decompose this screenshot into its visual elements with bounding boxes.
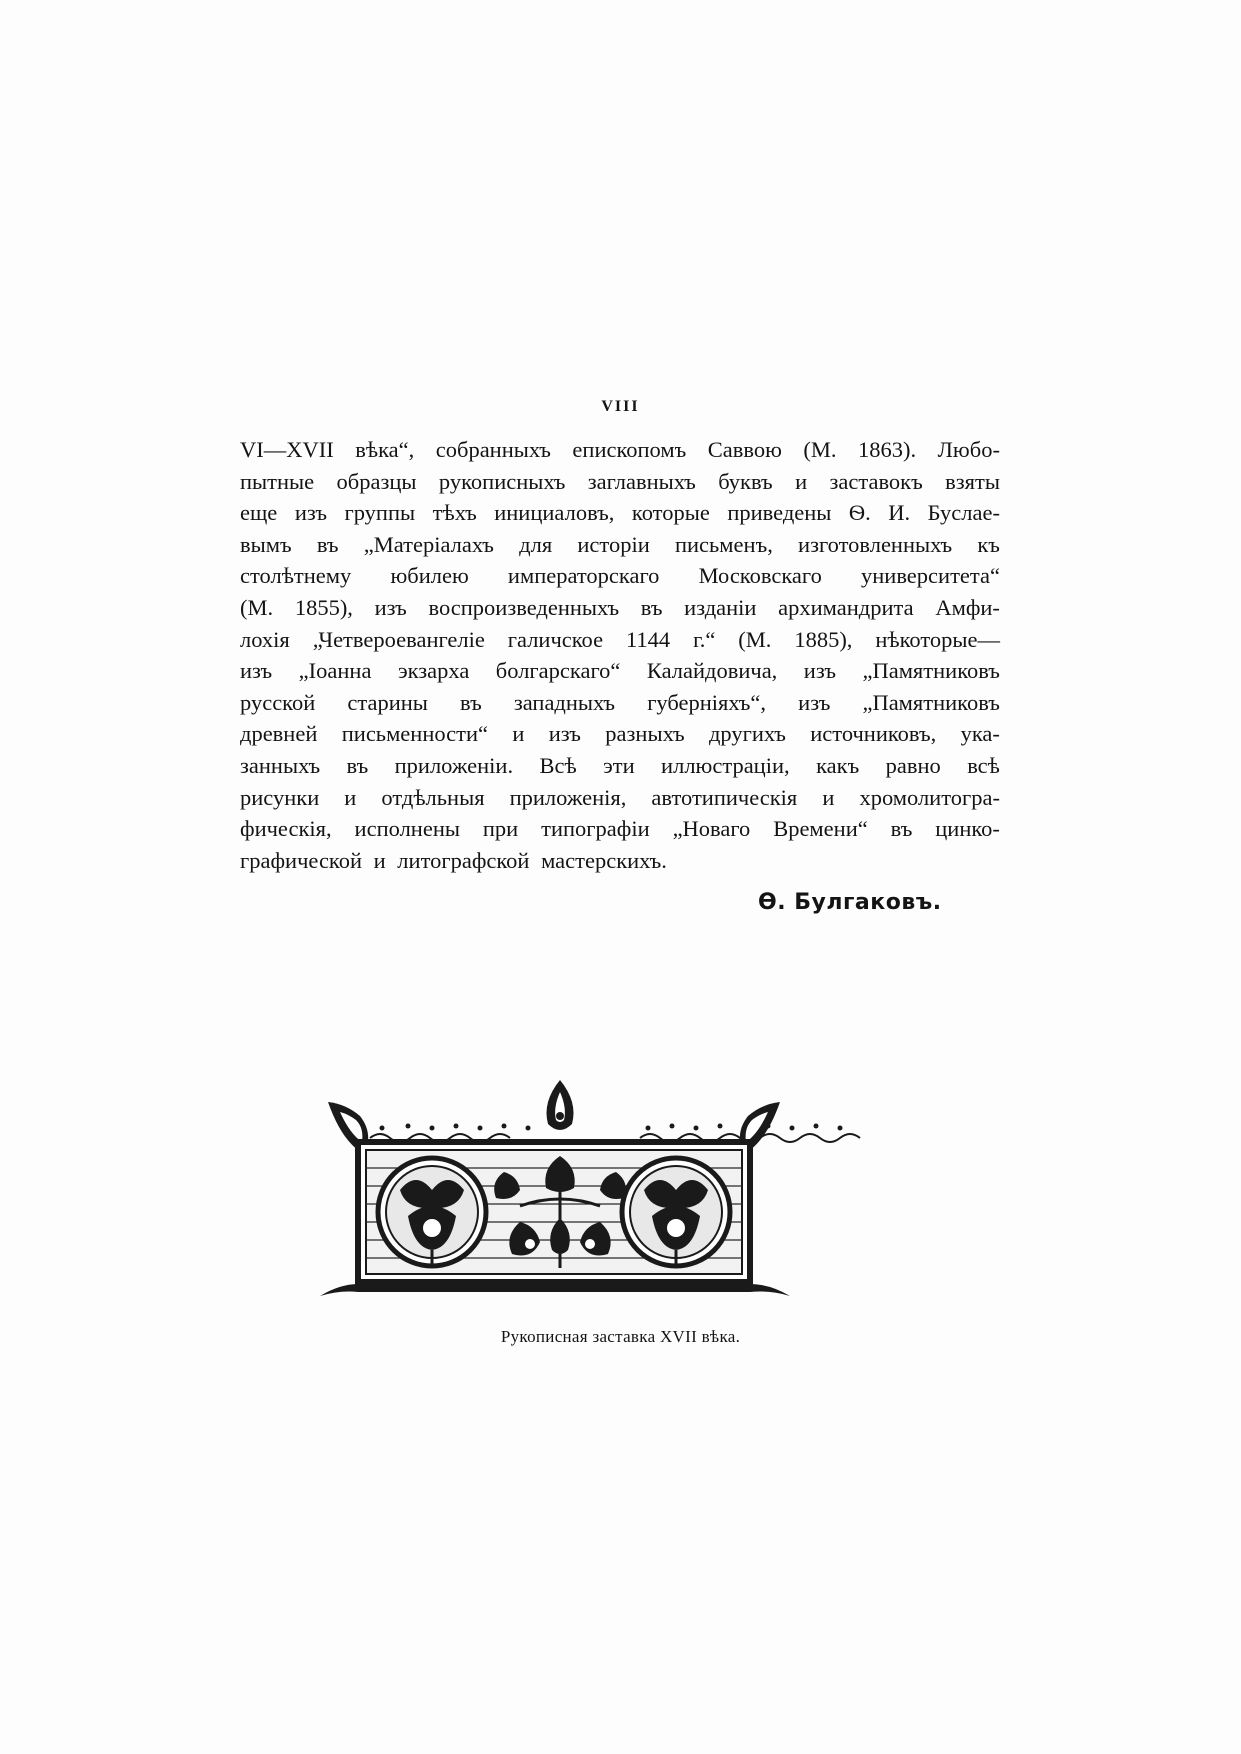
text-line: [240, 624, 1000, 656]
word: Саввою: [707, 437, 782, 462]
word: Калайдовича,: [646, 658, 778, 684]
word: (М.: [738, 626, 772, 652]
word: инициаловъ,: [494, 500, 615, 526]
word: тѣхъ: [432, 500, 477, 526]
page-number: VIII: [601, 398, 640, 415]
word: и: [822, 784, 835, 810]
word: Московскаго: [698, 563, 822, 589]
author-signature: Ѳ. Булгаковъ.: [758, 890, 942, 915]
word: приведены: [727, 500, 832, 526]
word: галичское: [507, 626, 604, 652]
word: вымъ: [240, 531, 292, 557]
word: образцы: [336, 468, 417, 494]
word: въ: [316, 531, 339, 557]
word: воспроизведенныхъ: [428, 594, 620, 620]
word: Амфи-: [935, 594, 1000, 620]
text-line: [240, 592, 1000, 624]
word: Любо-: [937, 437, 1000, 462]
text-line: [240, 782, 1000, 814]
word: экзарха: [397, 658, 470, 684]
word: заглавныхъ: [587, 468, 696, 494]
word: „Матеріалахъ: [363, 531, 494, 557]
body-text: [240, 434, 1000, 876]
ornament-headpiece: [320, 1072, 920, 1322]
word: буквъ: [718, 468, 773, 494]
word: ука-: [960, 721, 1000, 747]
word: столѣтнему: [240, 563, 352, 589]
word: въ: [890, 816, 913, 842]
word: 1863).: [858, 437, 917, 462]
word: равно: [885, 752, 941, 778]
word: разныхъ: [605, 721, 685, 747]
word: въ: [346, 752, 369, 778]
word: фическія,: [240, 816, 332, 842]
word: какъ: [816, 752, 860, 778]
word: Всѣ: [539, 752, 577, 778]
word: хромолитогра-: [859, 784, 1000, 810]
word: письменности“: [341, 721, 489, 747]
word: изъ: [294, 500, 327, 526]
text-line: [240, 718, 1000, 750]
word: архимандрита: [778, 594, 914, 620]
word: пытные: [240, 468, 315, 494]
word: „Іоанна: [298, 658, 372, 684]
word: университета“: [860, 563, 1000, 589]
word: „Памятниковъ: [862, 689, 1000, 715]
text-line: [240, 813, 1000, 845]
word: собранныхъ: [435, 437, 551, 462]
text-line: [240, 497, 1000, 529]
word: взяты: [945, 468, 1000, 494]
word: группы: [344, 500, 416, 526]
text-line-last: графической и литографской мастерскихъ.: [240, 847, 667, 873]
word: старины: [347, 689, 428, 715]
word: изъ: [798, 689, 831, 715]
text-line: [240, 529, 1000, 561]
word: Времени“: [773, 816, 868, 842]
word: западныхъ: [513, 689, 616, 715]
word: иллюстраціи,: [661, 752, 790, 778]
word: изданіи: [684, 594, 757, 620]
word: изъ: [803, 658, 836, 684]
word: болгарскаго“: [495, 658, 621, 684]
text-line: [240, 750, 1000, 782]
word: губерніяхъ“,: [647, 689, 767, 715]
word: при: [482, 816, 519, 842]
word: „Новаго: [672, 816, 751, 842]
word: въ: [460, 689, 482, 715]
word: и: [795, 468, 808, 494]
text-line: [240, 466, 1000, 498]
word: исполнены: [354, 816, 460, 842]
word: заставокъ: [829, 468, 923, 494]
word: въ: [640, 594, 663, 620]
word: Буслае-: [927, 500, 1000, 526]
word: вѣка“,: [355, 437, 415, 462]
word: другихъ: [708, 721, 786, 747]
word: приложеніи.: [394, 752, 514, 778]
word: Ѳ.: [848, 500, 871, 526]
word: исторіи: [577, 531, 650, 557]
word: 1855),: [294, 594, 353, 620]
word: 1885),: [794, 626, 853, 652]
word: для: [519, 531, 553, 557]
word: автотипическія: [651, 784, 798, 810]
word: источниковъ,: [810, 721, 937, 747]
word: 1144: [625, 626, 671, 652]
word: рукописныхъ: [438, 468, 566, 494]
word: типографіи: [541, 816, 650, 842]
word: изъ: [374, 594, 407, 620]
word: и: [512, 721, 525, 747]
text-line: [240, 560, 1000, 592]
text-line: [240, 687, 1000, 719]
text-line: [240, 655, 1000, 687]
word: лохія: [240, 626, 290, 652]
word: къ: [977, 531, 1000, 557]
word: отдѣльныя: [381, 784, 485, 810]
word: (М.: [240, 594, 274, 620]
word: епископомъ: [572, 437, 687, 462]
word: и: [344, 784, 357, 810]
text-line: [240, 434, 1000, 466]
word: „Памятниковъ: [862, 658, 1000, 684]
figure-caption: Рукописная заставка XVII вѣка.: [500, 1327, 741, 1346]
word: письменъ,: [674, 531, 773, 557]
word: эти: [603, 752, 635, 778]
word: императорскаго: [507, 563, 660, 589]
word: рисунки: [240, 784, 320, 810]
word: русской: [240, 689, 316, 715]
word: изготовленныхъ: [798, 531, 953, 557]
word: изъ: [548, 721, 581, 747]
word: которые: [631, 500, 710, 526]
word: юбилею: [390, 563, 469, 589]
word: И.: [888, 500, 911, 526]
word: г.“: [693, 626, 716, 652]
word: приложенія,: [509, 784, 627, 810]
word: цинко-: [935, 816, 1000, 842]
word: занныхъ: [240, 752, 321, 778]
word: всѣ: [967, 752, 1000, 778]
word: „Четвероевангеліе: [312, 626, 485, 652]
word: VI—XVII: [240, 437, 334, 462]
word: древней: [240, 721, 318, 747]
word: нѣкоторые—: [875, 626, 1000, 652]
word: еще: [240, 500, 278, 526]
word: изъ: [240, 658, 273, 684]
word: (М.: [803, 437, 837, 462]
